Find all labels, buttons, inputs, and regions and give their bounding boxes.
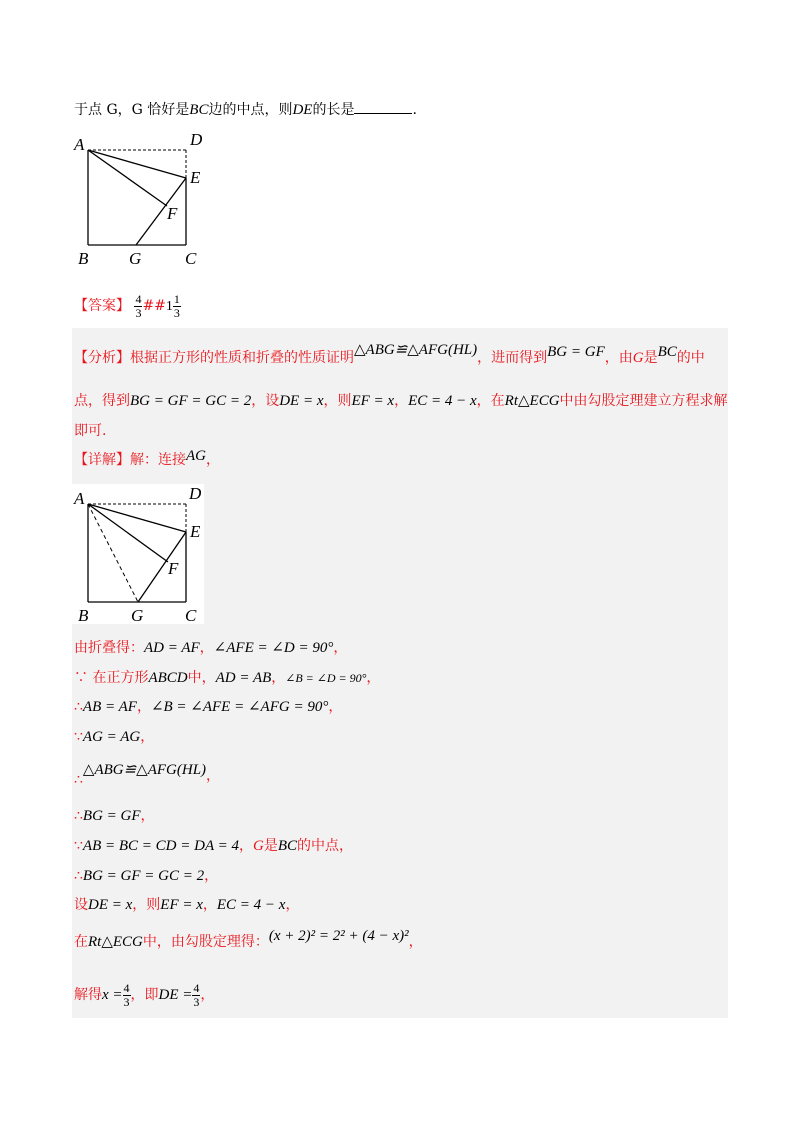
- step-5: ∴△ABG≌△AFG(HL)，: [74, 762, 221, 788]
- square-figure-2: [72, 484, 222, 628]
- detail-label: 【详解】: [74, 452, 130, 468]
- de-label: DE: [292, 102, 313, 118]
- solution-x-fraction: $\frac{4}{3}$: [123, 980, 130, 1009]
- point-c-label-2: C: [185, 606, 197, 624]
- point-b-label: B: [78, 249, 89, 268]
- point-b-label-2: B: [78, 606, 89, 624]
- point-e-label: E: [190, 168, 201, 187]
- point-e-label-2: E: [190, 522, 201, 541]
- step-9: 设DE = x，则EF = x，EC = 4 − x，: [74, 897, 300, 913]
- point-f-label-2: F: [168, 559, 179, 578]
- answer-label: 【答案】: [74, 298, 130, 314]
- question-line: 于点 G，G 恰好是BC边的中点，则DE的长是 .: [74, 99, 417, 120]
- point-a-label: A: [74, 135, 85, 154]
- answer-mixed-fraction: $\frac{1}{3}$: [173, 291, 180, 320]
- step-6: ∴BG = GF，: [74, 808, 155, 824]
- step-4: ∵AG = AG，: [74, 729, 155, 745]
- point-d-label-2: D: [189, 484, 202, 503]
- bc-label: BC: [189, 102, 209, 118]
- point-f-label: F: [167, 204, 178, 223]
- step-7: ∵AB = BC = CD = DA = 4，G是BC的中点，: [74, 838, 353, 854]
- answer-fraction: $\frac{4}{3}$: [135, 291, 142, 320]
- answer-line: 【答案】 $\frac{4}{3}$ ##1 $\frac{1}{3}$: [74, 291, 180, 320]
- point-d-label: D: [190, 130, 203, 149]
- analysis-line-1: 【分析】根据正方形的性质和折叠的性质证明△ABG≌△AFG(HL)，进而得到BG = GF，由G是BC的中: [74, 342, 705, 366]
- step-8: ∴BG = GF = GC = 2，: [74, 868, 219, 884]
- solution-line: 解得x = $\frac{4}{3}$ ，即DE = $\frac{4}{3}$ ，: [74, 980, 215, 1009]
- point-g-label: G: [129, 249, 142, 268]
- square-figure-1: [72, 130, 222, 274]
- solution-de-fraction: $\frac{4}{3}$: [193, 980, 200, 1009]
- analysis-line-2: 点，得到BG = GF = GC = 2，设DE = x，则EF = x，EC = 4 − x，在Rt△ECG中由勾股定理建立方程求解: [74, 393, 728, 409]
- point-c-label: C: [185, 249, 197, 268]
- answer-blank: [354, 99, 412, 114]
- analysis-line-3: 即可.: [74, 423, 107, 439]
- detail-line: 【详解】解：连接AG，: [74, 448, 220, 468]
- step-10: 在Rt△ECG中，由勾股定理得：(x + 2)² = 2² + (4 − x)²，: [74, 928, 423, 950]
- point-a-label-2: A: [74, 489, 85, 508]
- point-g-label-2: G: [131, 606, 144, 624]
- analysis-label: 【分析】: [74, 350, 130, 366]
- step-1: 由折叠得：AD = AF，∠AFE = ∠D = 90°，: [74, 640, 348, 656]
- step-2: ∵ 在正方形ABCD中，AD = AB，∠B = ∠D = 90°，: [74, 670, 381, 686]
- step-3: ∴AB = AF，∠B = ∠AFE = ∠AFG = 90°，: [74, 699, 343, 715]
